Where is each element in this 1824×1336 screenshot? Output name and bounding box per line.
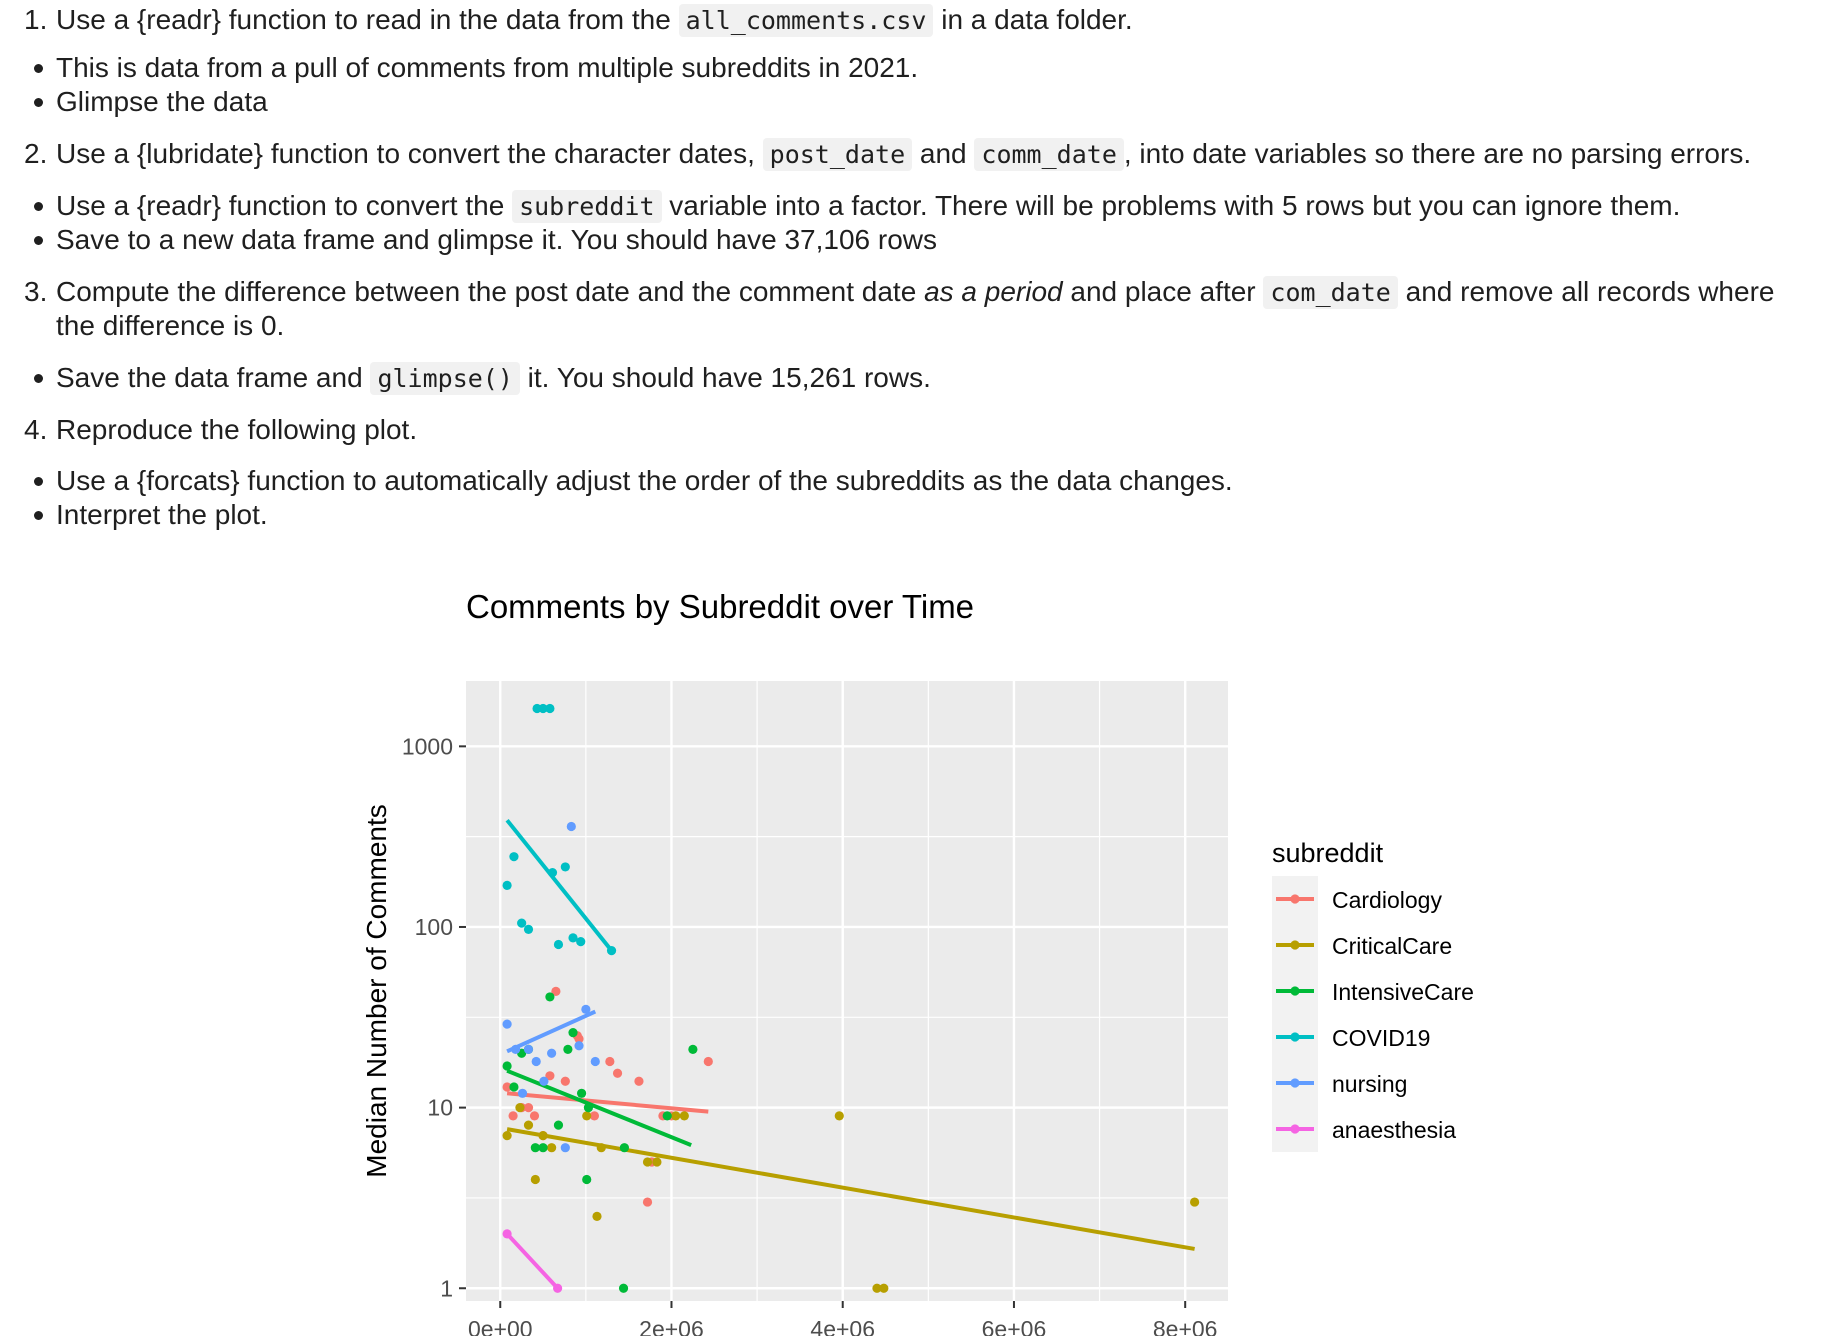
data-point-nursing bbox=[567, 822, 576, 831]
bullet-icon bbox=[34, 236, 43, 245]
assignment-page: 1. Use a {readr} function to read in the data from the all_comments.csv in a data folder. This is data from a pull of comments from multiple subreddits in 2021. Glimpse the data 2. Use a {lubridate} function to convert the character dates, post_date and comm_date , into date variables so there are no parsing errors. Use a {readr} function to convert the subreddit variable into a factor. There will be problems with 5 rows but you can ignore them. Save to a new data frame and glimpse it. You should have 37,106 rows 3. Compute the difference between the post date and the comment date as a period and place after com_date and remove all records where the difference is 0. Save the data frame and glimpse() it. You should have 15,261 rows. 4. Reproduce the following plot. Use a {forcats} function to automatically adjust the order of the subreddits as the data changes. Interpret the plot. Comments by Subreddit over Time 1 10 100 1000 0e+00 2e+06 4e+06 6e+06 8e+06 Median Number of Comments subreddit Cardiology CriticalCare IntensiveCare COVID19 nursing anaesthesia bbox=[0, 0, 1824, 1336]
data-point-cardiology bbox=[613, 1069, 622, 1078]
item-number: 1. bbox=[24, 4, 48, 35]
x-tick-label: 0e+00 bbox=[467, 1316, 533, 1336]
legend-label: nursing bbox=[1332, 1071, 1408, 1097]
item-number: 2. bbox=[24, 138, 48, 169]
data-point-anaesthesia bbox=[553, 1284, 562, 1293]
data-point-intensivecare bbox=[563, 1045, 572, 1054]
y-tick-label: 1 bbox=[440, 1275, 453, 1302]
legend-key-point bbox=[1290, 1124, 1299, 1133]
data-point-nursing bbox=[524, 1045, 533, 1054]
data-point-intensivecare bbox=[509, 1082, 518, 1091]
data-point-intensivecare bbox=[568, 1028, 577, 1037]
item-text: Use a {lubridate} function to convert the character dates, post_date and comm_date , into date variables so there are no parsing errors. bbox=[56, 138, 1752, 169]
data-point-nursing bbox=[502, 1019, 511, 1028]
inline-code: comm_date bbox=[974, 138, 1123, 171]
data-point-nursing bbox=[574, 1041, 583, 1050]
data-point-criticalcare bbox=[524, 1121, 533, 1130]
data-point-intensivecare bbox=[619, 1284, 628, 1293]
data-point-covid19 bbox=[509, 852, 518, 861]
data-point-intensivecare bbox=[582, 1175, 591, 1184]
data-point-criticalcare bbox=[1190, 1197, 1199, 1206]
data-point-intensivecare bbox=[663, 1111, 672, 1120]
item-number: 4. bbox=[24, 414, 48, 445]
data-point-criticalcare bbox=[582, 1111, 591, 1120]
bullet-icon bbox=[34, 477, 43, 486]
data-point-cardiology bbox=[561, 1077, 570, 1086]
item-text: Compute the difference between the post date and the comment date as a period and place after com_date and remove all records where bbox=[56, 276, 1775, 307]
legend-label: Cardiology bbox=[1332, 887, 1442, 913]
legend-item bbox=[1272, 876, 1442, 922]
data-point-covid19 bbox=[607, 946, 616, 955]
data-point-nursing bbox=[561, 1143, 570, 1152]
inline-code: glimpse() bbox=[370, 362, 519, 395]
legend-item bbox=[1272, 1014, 1430, 1060]
data-point-criticalcare bbox=[538, 1131, 547, 1140]
legend-key-point bbox=[1290, 894, 1299, 903]
scatter-chart bbox=[0, 576, 1824, 1336]
y-tick-label: 100 bbox=[414, 913, 453, 940]
legend-item bbox=[1272, 922, 1452, 968]
data-point-covid19 bbox=[576, 937, 585, 946]
inline-code: com_date bbox=[1263, 276, 1397, 309]
bullet-icon bbox=[34, 202, 43, 211]
data-point-criticalcare bbox=[597, 1143, 606, 1152]
legend-item bbox=[1272, 968, 1474, 1014]
data-point-covid19 bbox=[545, 704, 554, 713]
legend-key-point bbox=[1290, 986, 1299, 995]
legend-key-point bbox=[1290, 1032, 1299, 1041]
item-number: 3. bbox=[24, 276, 48, 307]
data-point-covid19 bbox=[561, 862, 570, 871]
data-point-intensivecare bbox=[620, 1143, 629, 1152]
data-point-covid19 bbox=[554, 940, 563, 949]
data-point-criticalcare bbox=[643, 1157, 652, 1166]
inline-code: all_comments.csv bbox=[679, 4, 934, 37]
legend-label: CriticalCare bbox=[1332, 933, 1453, 959]
data-point-covid19 bbox=[524, 925, 533, 934]
data-point-nursing bbox=[581, 1005, 590, 1014]
data-point-criticalcare bbox=[652, 1157, 661, 1166]
data-point-covid19 bbox=[548, 868, 557, 877]
data-point-criticalcare bbox=[515, 1103, 524, 1112]
y-tick-label: 10 bbox=[427, 1094, 453, 1121]
legend bbox=[1272, 838, 1474, 1152]
item-text: Use a {readr} function to read in the data from the all_comments.csv in a data folder. bbox=[56, 4, 1133, 35]
chart-title: Comments by Subreddit over Time bbox=[466, 588, 975, 625]
data-point-intensivecare bbox=[688, 1045, 697, 1054]
data-point-intensivecare bbox=[538, 1143, 547, 1152]
bullet-icon bbox=[34, 98, 43, 107]
y-axis bbox=[402, 733, 466, 1301]
legend-title: subreddit bbox=[1272, 838, 1384, 868]
data-point-criticalcare bbox=[680, 1111, 689, 1120]
data-point-intensivecare bbox=[584, 1103, 593, 1112]
data-point-criticalcare bbox=[671, 1111, 680, 1120]
data-point-nursing bbox=[518, 1089, 527, 1098]
data-point-criticalcare bbox=[502, 1131, 511, 1140]
legend-item bbox=[1272, 1106, 1456, 1152]
data-point-cardiology bbox=[704, 1057, 713, 1066]
inline-code: subreddit bbox=[512, 190, 661, 223]
legend-label: COVID19 bbox=[1332, 1025, 1431, 1051]
x-tick-label: 4e+06 bbox=[810, 1316, 876, 1336]
bullet-icon bbox=[34, 64, 43, 73]
legend-key-point bbox=[1290, 940, 1299, 949]
data-point-cardiology bbox=[524, 1103, 533, 1112]
legend-label: IntensiveCare bbox=[1332, 979, 1474, 1005]
bullet-icon bbox=[34, 374, 43, 383]
data-point-criticalcare bbox=[592, 1212, 601, 1221]
data-point-nursing bbox=[532, 1057, 541, 1066]
legend-item bbox=[1272, 1060, 1407, 1106]
data-point-cardiology bbox=[634, 1077, 643, 1086]
x-tick-label: 6e+06 bbox=[981, 1316, 1047, 1336]
legend-key-point bbox=[1290, 1078, 1299, 1087]
data-point-nursing bbox=[547, 1049, 556, 1058]
y-tick-label: 1000 bbox=[401, 733, 453, 760]
data-point-nursing bbox=[539, 1077, 548, 1086]
data-point-cardiology bbox=[508, 1111, 517, 1120]
data-point-criticalcare bbox=[835, 1111, 844, 1120]
data-point-intensivecare bbox=[502, 1061, 511, 1070]
data-point-nursing bbox=[591, 1057, 600, 1066]
plot-panel bbox=[466, 681, 1228, 1301]
data-point-criticalcare bbox=[531, 1175, 540, 1184]
y-axis-label: Median Number of Comments bbox=[361, 804, 392, 1178]
data-point-cardiology bbox=[530, 1111, 539, 1120]
data-point-covid19 bbox=[517, 919, 526, 928]
data-point-criticalcare bbox=[547, 1143, 556, 1152]
data-point-anaesthesia bbox=[502, 1229, 511, 1238]
x-tick-label: 8e+06 bbox=[1152, 1316, 1218, 1336]
data-point-covid19 bbox=[502, 881, 511, 890]
data-point-intensivecare bbox=[545, 992, 554, 1001]
inline-code: post_date bbox=[763, 138, 912, 171]
x-axis bbox=[468, 1301, 1218, 1336]
data-point-intensivecare bbox=[577, 1089, 586, 1098]
legend-label: anaesthesia bbox=[1332, 1117, 1457, 1143]
data-point-criticalcare bbox=[879, 1284, 888, 1293]
data-point-nursing bbox=[511, 1045, 520, 1054]
data-point-cardiology bbox=[643, 1197, 652, 1206]
data-point-intensivecare bbox=[554, 1121, 563, 1130]
data-point-cardiology bbox=[605, 1057, 614, 1066]
x-tick-label: 2e+06 bbox=[639, 1316, 704, 1336]
bullet-icon bbox=[34, 511, 43, 520]
